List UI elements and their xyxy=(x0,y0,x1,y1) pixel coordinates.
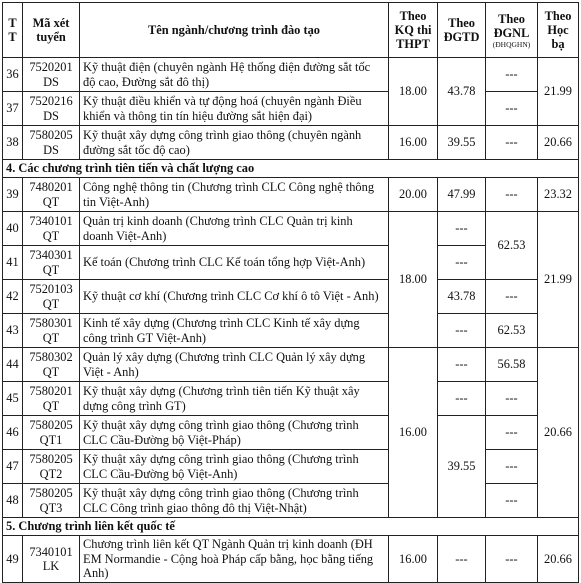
score-thpt: 16.00 xyxy=(389,348,438,518)
table-row xyxy=(3,178,579,212)
row-number: 48 xyxy=(3,484,23,518)
score-dgnl: --- xyxy=(486,92,538,126)
table-row xyxy=(3,450,579,484)
table-row xyxy=(3,92,579,126)
admission-code: 7580205 QT3 xyxy=(23,484,80,518)
admission-code: 7520216 DS xyxy=(23,92,80,126)
score-dgnl: 62.53 xyxy=(486,314,538,348)
score-hocba: 23.32 xyxy=(538,178,579,212)
admission-code: 7340101 QT xyxy=(23,212,80,246)
program-name: Kỹ thuật xây dựng công trình giao thông (Chương trình CLC Cầu-Đường bộ Việt-Anh) xyxy=(80,450,389,484)
table-row xyxy=(3,58,579,92)
header-dgnl-sub: (ĐHQGHN) xyxy=(492,39,531,49)
score-dgnl: --- xyxy=(486,484,538,518)
score-dgtd: --- xyxy=(438,212,486,246)
admission-code: 7340301 QT xyxy=(23,246,80,280)
program-name: Kỹ thuật xây dựng công trình giao thông (Chương trình CLC Công trình giao thông đô thị Việt-Nhật) xyxy=(80,484,389,518)
score-dgnl: --- xyxy=(486,280,538,314)
admission-code: 7580205 QT2 xyxy=(23,450,80,484)
score-hocba: 20.66 xyxy=(538,126,579,160)
score-hocba: 20.66 xyxy=(538,536,579,583)
row-number: 36 xyxy=(3,58,23,92)
program-name: Kỹ thuật xây dựng công trình giao thông (chuyên ngành đường sắt tốc độ cao) xyxy=(80,126,389,160)
header-dgnl-label: Theo ĐGNL xyxy=(493,11,530,40)
program-name: Chương trình liên kết QT Ngành Quản trị kinh doanh (ĐH EM Normandie - Cộng hoà Pháp cấp bằng, học bằng tiếng Anh) xyxy=(80,536,389,583)
admission-code: 7480201 QT xyxy=(23,178,80,212)
score-thpt: 18.00 xyxy=(389,58,438,126)
score-thpt: 16.00 xyxy=(389,536,438,583)
score-dgnl: --- xyxy=(486,416,538,450)
admission-code: 7580301 QT xyxy=(23,314,80,348)
score-dgnl: --- xyxy=(486,536,538,583)
score-dgtd: --- xyxy=(438,536,486,583)
score-dgtd: 43.78 xyxy=(438,58,486,126)
score-dgtd: 39.55 xyxy=(438,416,486,518)
program-name: Kỹ thuật cơ khí (Chương trình CLC Cơ khí ô tô Việt - Anh) xyxy=(80,280,389,314)
score-dgnl: --- xyxy=(486,178,538,212)
score-hocba: 21.99 xyxy=(538,212,579,348)
score-dgtd: --- xyxy=(438,348,486,382)
row-number: 45 xyxy=(3,382,23,416)
header-thpt: Theo KQ thi THPT xyxy=(389,3,438,58)
row-number: 46 xyxy=(3,416,23,450)
table-row xyxy=(3,382,579,416)
admission-code: 7520201 DS xyxy=(23,58,80,92)
score-dgnl: 56.58 xyxy=(486,348,538,382)
program-name: Công nghệ thông tin (Chương trình CLC Công nghệ thông tin Việt-Anh) xyxy=(80,178,389,212)
admission-scores-table xyxy=(2,2,579,583)
header-dgnl xyxy=(486,3,538,58)
score-dgtd: 47.99 xyxy=(438,178,486,212)
score-thpt: 20.00 xyxy=(389,178,438,212)
score-hocba: 21.99 xyxy=(538,58,579,126)
table-row xyxy=(3,484,579,518)
program-name: Kỹ thuật điện (chuyên ngành Hệ thống điện đường sắt tốc độ cao, Đường sắt đô thị) xyxy=(80,58,389,92)
table-row xyxy=(3,280,579,314)
score-thpt: 18.00 xyxy=(389,212,438,348)
table-row xyxy=(3,536,579,583)
program-name: Kỹ thuật xây dựng công trình giao thông (Chương trình CLC Cầu-Đường bộ Việt-Pháp) xyxy=(80,416,389,450)
program-name: Kế toán (Chương trình CLC Kế toán tổng hợp Việt-Anh) xyxy=(80,246,389,280)
row-number: 38 xyxy=(3,126,23,160)
score-dgnl: --- xyxy=(486,58,538,92)
header-stt: T T xyxy=(3,3,23,58)
table-row xyxy=(3,212,579,246)
row-number: 39 xyxy=(3,178,23,212)
admission-code: 7580201 QT xyxy=(23,382,80,416)
program-name: Quản trị kinh doanh (Chương trình CLC Quản trị kinh doanh Việt-Anh) xyxy=(80,212,389,246)
section-title: 4. Các chương trình tiên tiến và chất lượng cao xyxy=(3,160,579,178)
score-thpt: 16.00 xyxy=(389,126,438,160)
table-header-row xyxy=(3,3,579,58)
table-row xyxy=(3,416,579,450)
admission-code: 7580205 QT1 xyxy=(23,416,80,450)
admission-code: 7580205 DS xyxy=(23,126,80,160)
program-name: Quản lý xây dựng (Chương trình CLC Quản lý xây dựng Việt - Anh) xyxy=(80,348,389,382)
row-number: 42 xyxy=(3,280,23,314)
program-name: Kỹ thuật điều khiển và tự động hoá (chuyên ngành Điều khiển và thông tin tín hiệu đường sắt hiện đại) xyxy=(80,92,389,126)
header-dgtd: Theo ĐGTD xyxy=(438,3,486,58)
score-dgnl: --- xyxy=(486,126,538,160)
row-number: 41 xyxy=(3,246,23,280)
admission-code: 7580302 QT xyxy=(23,348,80,382)
admission-code: 7340101 LK xyxy=(23,536,80,583)
program-name: Kỹ thuật xây dựng (Chương trình tiên tiến Kỹ thuật xây dựng công trình GT) xyxy=(80,382,389,416)
score-hocba: 20.66 xyxy=(538,348,579,518)
row-number: 43 xyxy=(3,314,23,348)
header-code: Mã xét tuyển xyxy=(23,3,80,58)
row-number: 40 xyxy=(3,212,23,246)
section-title: 5. Chương trình liên kết quốc tế xyxy=(3,518,579,536)
header-program-name: Tên ngành/chương trình đào tạo xyxy=(80,3,389,58)
score-dgtd: 39.55 xyxy=(438,126,486,160)
table-row xyxy=(3,348,579,382)
admission-table-container xyxy=(2,2,578,583)
admission-code: 7520103 QT xyxy=(23,280,80,314)
score-dgnl: 62.53 xyxy=(486,212,538,280)
section-header-row xyxy=(3,160,579,178)
row-number: 47 xyxy=(3,450,23,484)
row-number: 37 xyxy=(3,92,23,126)
score-dgtd: --- xyxy=(438,246,486,280)
score-dgtd: --- xyxy=(438,314,486,348)
score-dgnl: --- xyxy=(486,450,538,484)
score-dgtd: --- xyxy=(438,382,486,416)
header-hocba: Theo Học bạ xyxy=(538,3,579,58)
section-header-row xyxy=(3,518,579,536)
row-number: 44 xyxy=(3,348,23,382)
score-dgtd: 43.78 xyxy=(438,280,486,314)
program-name: Kinh tế xây dựng (Chương trình CLC Kinh tế xây dựng công trình GT Việt-Anh) xyxy=(80,314,389,348)
table-row xyxy=(3,126,579,160)
row-number: 49 xyxy=(3,536,23,583)
score-dgnl: --- xyxy=(486,382,538,416)
table-row xyxy=(3,314,579,348)
